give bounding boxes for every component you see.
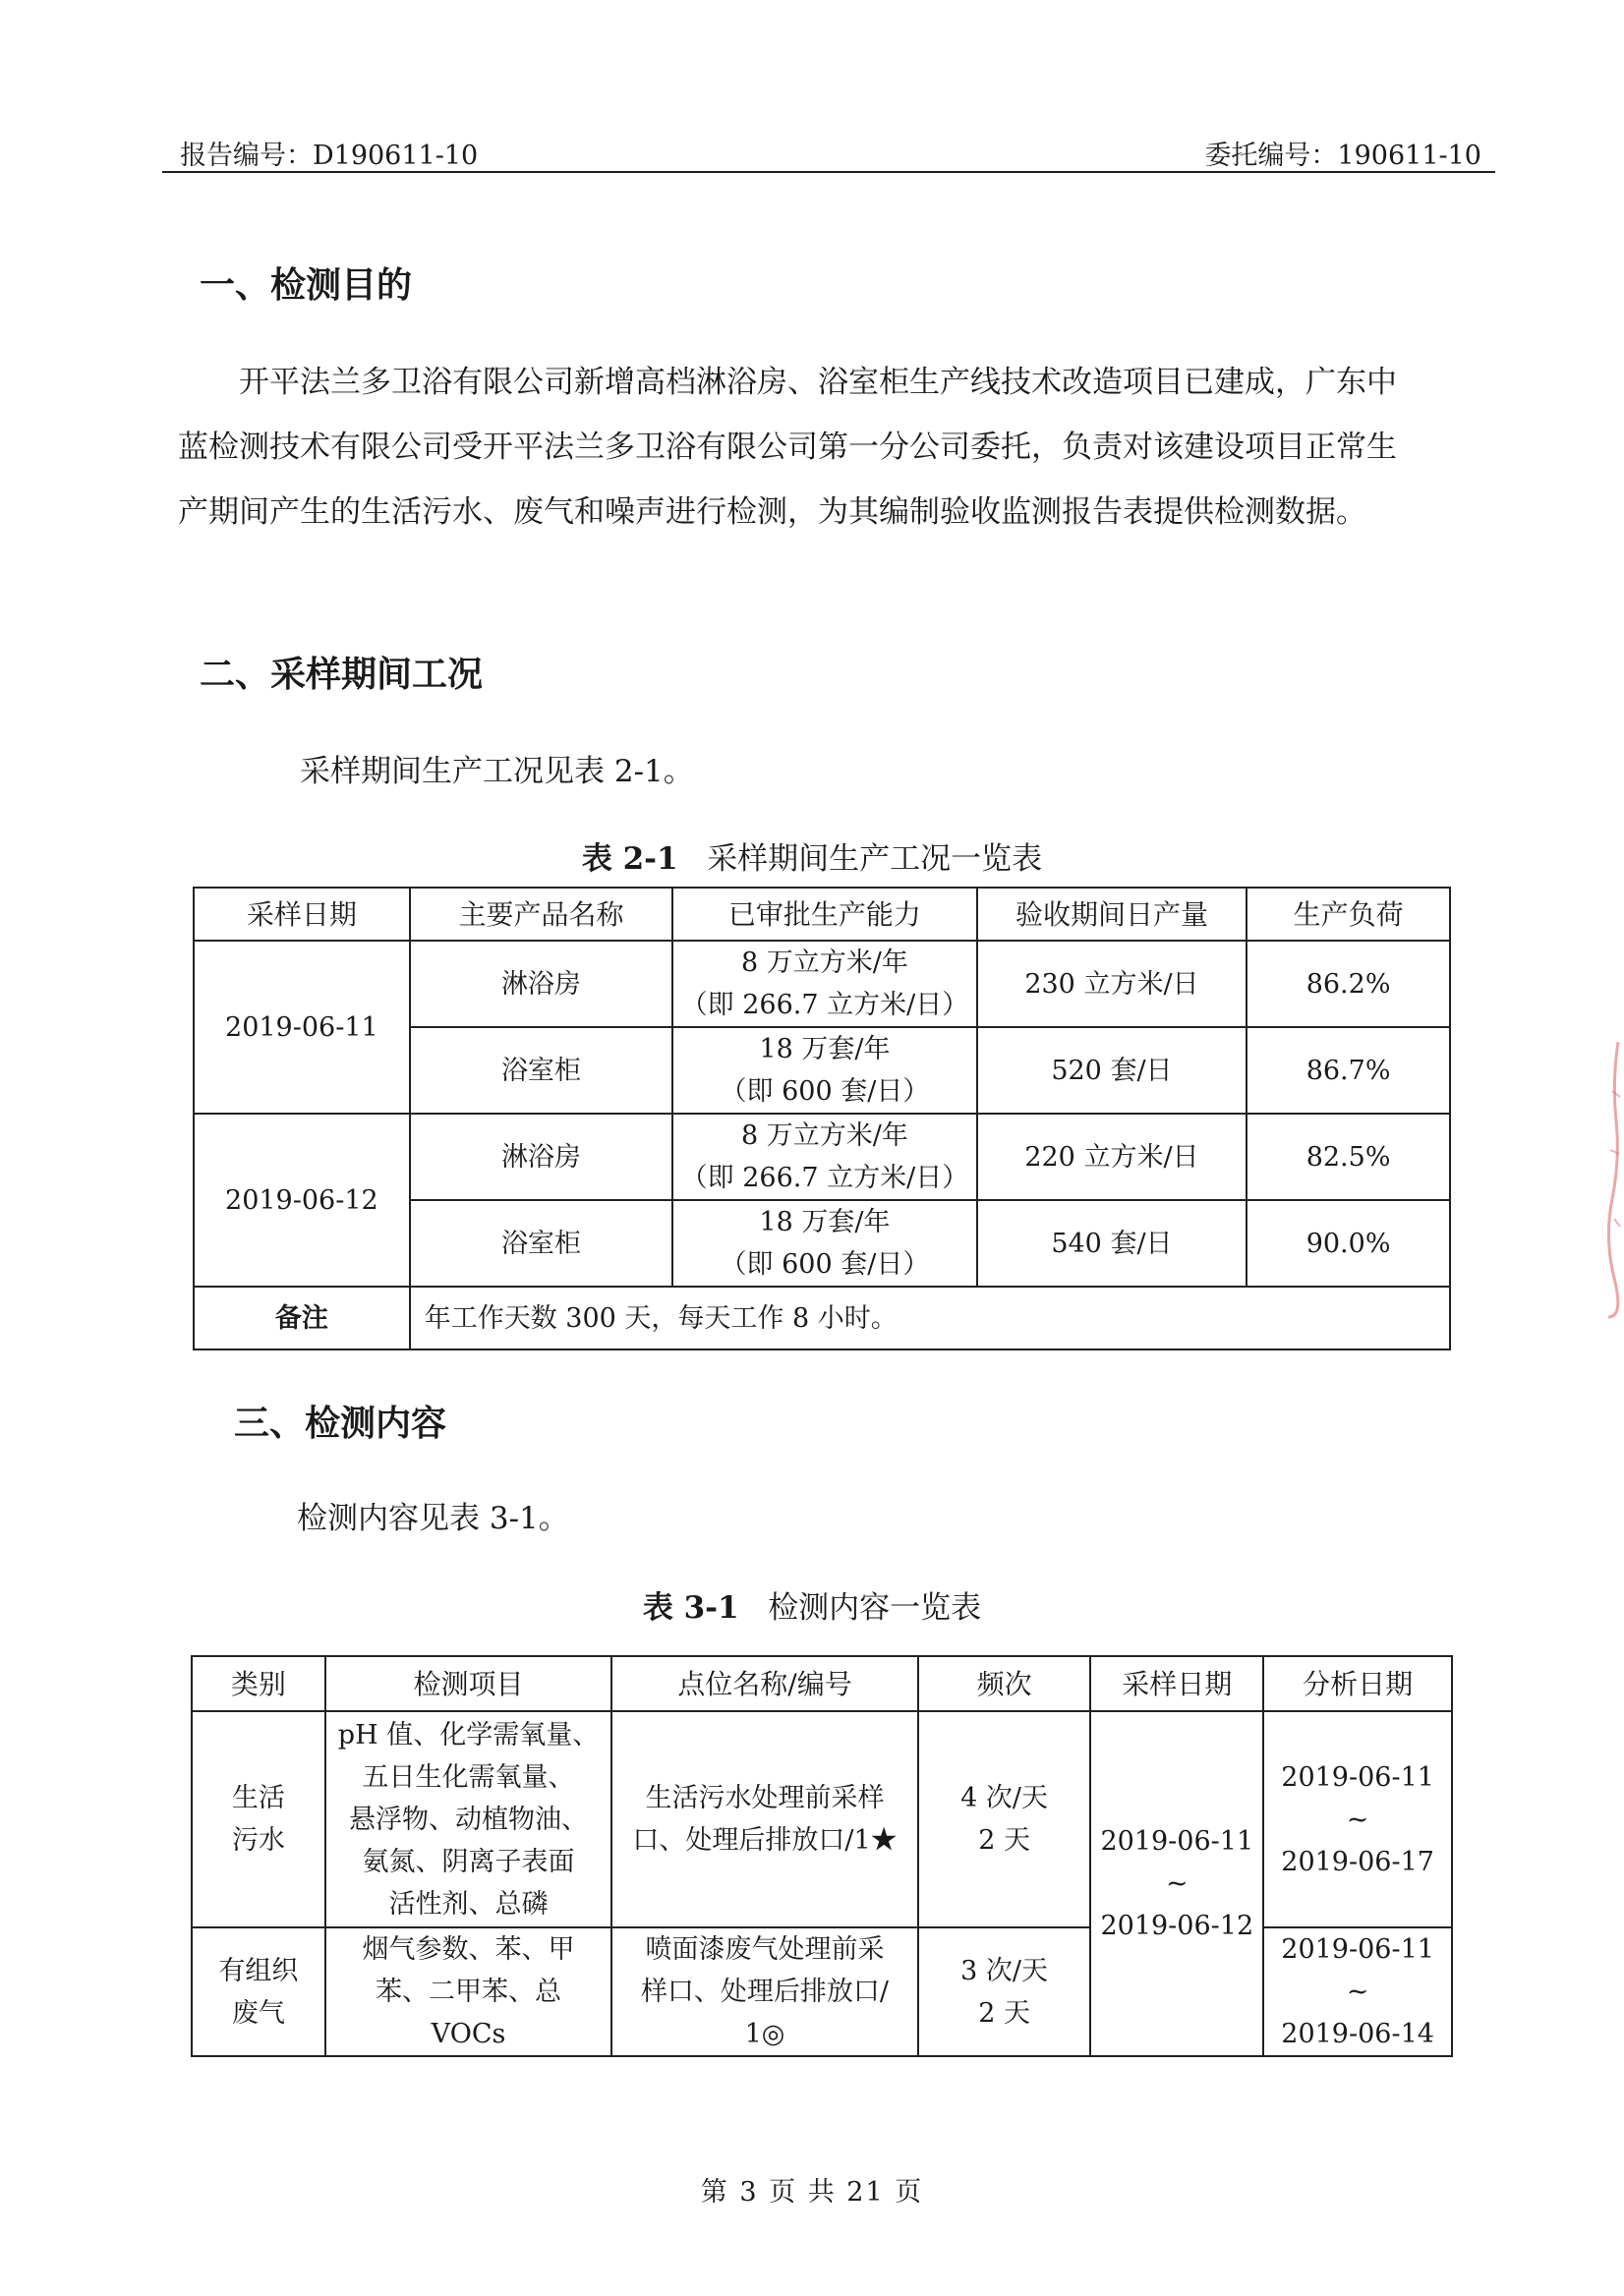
header-divider	[162, 171, 1495, 173]
production-load: 90.0%	[1247, 1200, 1450, 1287]
section-2-body: 采样期间生产工况见表 2-1。	[300, 754, 694, 789]
report-number: 报告编号：D190611-10	[180, 141, 479, 171]
section-1-paragraph: 开平法兰多卫浴有限公司新增高档淋浴房、浴室柜生产线技术改造项目已建成，广东中蓝检测技术有限公司受开平法兰多卫浴有限公司第一分公司委托，负责对该建设项目正常生产期间产生的生活污水、废气和噪声进行检测，为其编制验收监测报告表提供检测数据。	[178, 365, 1397, 530]
daily-output: 540 套/日	[977, 1200, 1247, 1287]
seal-stamp-fragment-icon	[1595, 1032, 1624, 1327]
table-3-1-header-row	[192, 1656, 1452, 1711]
product-name: 浴室柜	[410, 1200, 672, 1287]
product-name: 淋浴房	[410, 1114, 672, 1200]
table-3-1-caption	[0, 1582, 1624, 1627]
product-name: 淋浴房	[410, 941, 672, 1027]
col-header: 类别	[192, 1656, 325, 1711]
daily-output: 230 立方米/日	[977, 941, 1247, 1027]
sampling-points: 喷面漆废气处理前采 样口、处理后排放口/ 1◎	[611, 1927, 917, 2056]
entrust-number: 委托编号：190611-10	[1204, 141, 1481, 171]
col-header: 主要产品名称	[410, 888, 672, 941]
col-header: 已审批生产能力	[672, 888, 977, 941]
table-2-1-title: 采样期间生产工况一览表	[707, 841, 1043, 877]
col-header: 采样日期	[194, 888, 410, 941]
table-2-1-caption	[0, 833, 1624, 878]
test-items: 烟气参数、苯、甲 苯、二甲苯、总 VOCs	[325, 1927, 612, 2056]
col-header: 分析日期	[1263, 1656, 1452, 1711]
section-2-title: 二、采样期间工况	[200, 655, 484, 695]
sampling-points: 生活污水处理前采样 口、处理后排放口/1★	[611, 1711, 917, 1927]
col-header: 验收期间日产量	[977, 888, 1247, 941]
col-header: 生产负荷	[1247, 888, 1450, 941]
approved-capacity: 18 万套/年 （即 600 套/日）	[672, 1200, 977, 1287]
section-3-body: 检测内容见表 3-1。	[297, 1501, 569, 1536]
frequency: 3 次/天 2 天	[918, 1927, 1091, 2056]
table-3-1-title: 检测内容一览表	[768, 1590, 982, 1626]
table-3-1-number: 表 3-1	[642, 1590, 739, 1626]
col-header: 采样日期	[1090, 1656, 1263, 1711]
table-row	[192, 1711, 1452, 1927]
table-2-1	[193, 887, 1451, 1350]
category: 有组织 废气	[192, 1927, 325, 2056]
table-2-1-header-row	[194, 888, 1450, 941]
table-2-1-number: 表 2-1	[581, 841, 678, 877]
section-3-title: 三、检测内容	[234, 1404, 447, 1444]
approved-capacity: 18 万套/年 （即 600 套/日）	[672, 1027, 977, 1114]
sampling-date: 2019-06-11	[194, 941, 410, 1114]
daily-output: 220 立方米/日	[977, 1114, 1247, 1200]
category: 生活 污水	[192, 1711, 325, 1927]
daily-output: 520 套/日	[977, 1027, 1247, 1114]
approved-capacity: 8 万立方米/年 （即 266.7 立方米/日）	[672, 1114, 977, 1200]
production-load: 86.7%	[1247, 1027, 1450, 1114]
table-row	[192, 1927, 1452, 2056]
col-header: 检测项目	[325, 1656, 612, 1711]
section-1-title: 一、检测目的	[200, 265, 413, 306]
analysis-date: 2019-06-11 ~ 2019-06-14	[1263, 1927, 1452, 2056]
table-3-1	[191, 1655, 1453, 2057]
production-load: 82.5%	[1247, 1114, 1450, 1200]
remark-label: 备注	[194, 1287, 410, 1349]
table-remark-row	[194, 1287, 1450, 1349]
col-header: 频次	[918, 1656, 1091, 1711]
table-row	[194, 941, 1450, 1027]
test-items: pH 值、化学需氧量、 五日生化需氧量、 悬浮物、动植物油、 氨氮、阴离子表面 活性剂、总磷	[325, 1711, 612, 1927]
page-number: 第 3 页 共 21 页	[700, 2177, 924, 2208]
approved-capacity: 8 万立方米/年 （即 266.7 立方米/日）	[672, 941, 977, 1027]
analysis-date: 2019-06-11 ~ 2019-06-17	[1263, 1711, 1452, 1927]
remark-text: 年工作天数 300 天，每天工作 8 小时。	[410, 1287, 1450, 1349]
product-name: 浴室柜	[410, 1027, 672, 1114]
sampling-date: 2019-06-11 ~ 2019-06-12	[1090, 1711, 1263, 2056]
table-row	[194, 1114, 1450, 1200]
section-1-body	[178, 350, 1399, 545]
col-header: 点位名称/编号	[611, 1656, 917, 1711]
sampling-date: 2019-06-12	[194, 1114, 410, 1287]
production-load: 86.2%	[1247, 941, 1450, 1027]
frequency: 4 次/天 2 天	[918, 1711, 1091, 1927]
